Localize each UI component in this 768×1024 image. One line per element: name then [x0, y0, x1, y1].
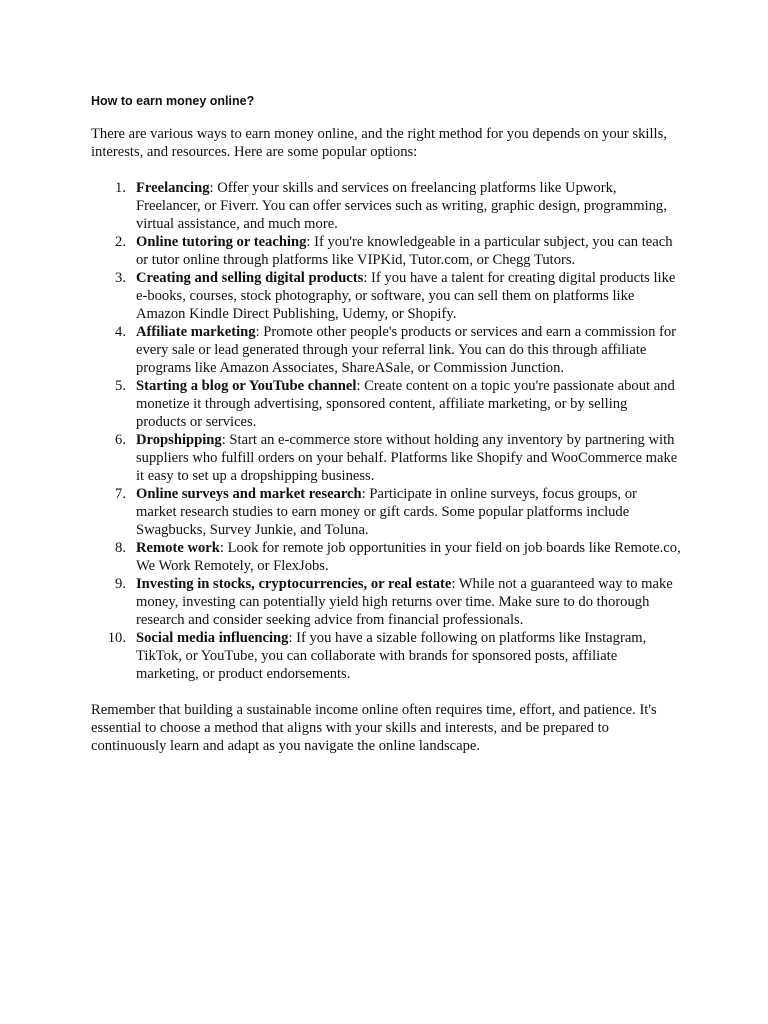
item-term: Affiliate marketing: [136, 324, 256, 340]
item-description: : Participate in online surveys, focus groups, or market research studies to earn money or gift cards. Some popular platforms include Swagbucks, Survey Junkie, and Toluna.: [136, 486, 637, 538]
item-description: : Promote other people's products or services and earn a commission for every sale or lead generated through your referral link. You can do this through affiliate programs like Amazon Associates, ShareASale, or Commission Junction.: [136, 324, 677, 376]
item-description: : Look for remote job opportunities in your field on job boards like Remote.co, We Work Remotely, or FlexJobs.: [136, 540, 681, 574]
item-term: Remote work: [136, 540, 220, 556]
item-number: 9.: [115, 576, 126, 592]
list-item: [91, 629, 681, 683]
item-term: Creating and selling digital products: [136, 270, 364, 286]
item-description: : While not a guaranteed way to make money, investing can potentially yield high returns over time. Make sure to do thorough research and consider seeking advice from financial professionals.: [136, 576, 673, 628]
item-term: Online surveys and market research: [136, 486, 362, 502]
item-description: : Create content on a topic you're passionate about and monetize it through advertising, sponsored content, affiliate marketing, or by selling products or services.: [136, 378, 675, 430]
list-item: [91, 485, 681, 539]
item-term: Starting a blog or YouTube channel: [136, 378, 357, 394]
item-description: : If you have a sizable following on platforms like Instagram, TikTok, or YouTube, you can collaborate with brands for sponsored posts, affiliate marketing, or product endorsements.: [136, 630, 647, 682]
item-number: 4.: [115, 324, 126, 340]
item-term: Social media influencing: [136, 630, 289, 646]
item-description: : Start an e-commerce store without holding any inventory by partnering with suppliers who fulfill orders on your behalf. Platforms like Shopify and WooCommerce make it easy to set up a dropshipping business.: [136, 432, 678, 484]
item-description: : If you're knowledgeable in a particular subject, you can teach or tutor online through platforms like VIPKid, Tutor.com, or Chegg Tutors.: [136, 234, 673, 268]
list-item: [91, 539, 681, 575]
list-item: [91, 233, 681, 269]
item-number: 10.: [107, 630, 126, 646]
item-number: 7.: [115, 486, 126, 502]
item-number: 5.: [115, 378, 126, 394]
item-description: : Offer your skills and services on freelancing platforms like Upwork, Freelancer, or Fiverr. You can offer services such as writing, graphic design, programming, virtual assistance, and much more.: [136, 180, 667, 232]
item-number: 8.: [115, 540, 126, 556]
document-body: [91, 93, 681, 755]
item-number: 6.: [115, 432, 126, 448]
list-item: [91, 431, 681, 485]
list-item: [91, 575, 681, 629]
conclusion-paragraph: Remember that building a sustainable income online often requires time, effort, and patience. It's essential to choose a method that aligns with your skills and interests, and be prepared to continuously learn and adapt as you navigate the online landscape.: [91, 702, 657, 754]
intro-paragraph: There are various ways to earn money online, and the right method for you depends on your skills, interests, and resources. Here are some popular options:: [91, 126, 667, 160]
list-item: [91, 377, 681, 431]
list-item: [91, 179, 681, 233]
item-number: 2.: [115, 234, 126, 250]
item-number: 1.: [115, 180, 126, 196]
item-term: Dropshipping: [136, 432, 222, 448]
list-item: [91, 269, 681, 323]
item-number: 3.: [115, 270, 126, 286]
item-term: Investing in stocks, cryptocurrencies, or real estate: [136, 576, 452, 592]
item-term: Online tutoring or teaching: [136, 234, 307, 250]
document-title: How to earn money online?: [91, 94, 255, 108]
item-description: : If you have a talent for creating digital products like e-books, courses, stock photography, or software, you can sell them on platforms like Amazon Kindle Direct Publishing, Udemy, or Shopify.: [136, 270, 676, 322]
item-term: Freelancing: [136, 180, 210, 196]
list-item: [91, 323, 681, 377]
options-list: [91, 179, 681, 683]
